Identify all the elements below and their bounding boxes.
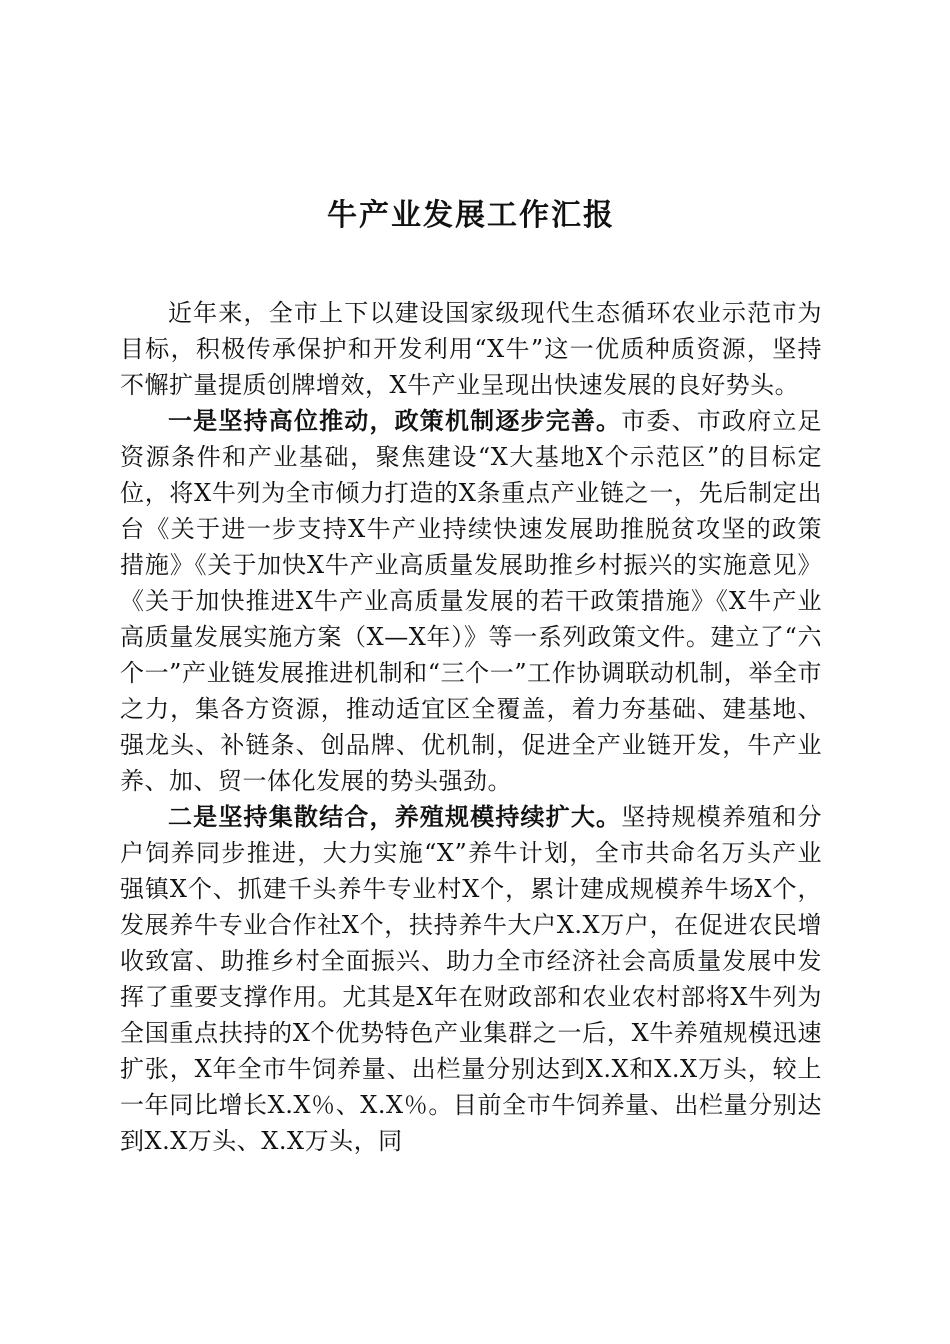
intro-paragraph: 近年来，全市上下以建设国家级现代生态循环农业示范市为目标，积极传承保护和开发利用“X牛”这一优质种质资源，坚持不懈扩量提质创牌增效，X牛产业呈现出快速发展的良好势头。 (120, 299, 822, 399)
section-2-body: 坚持规模养殖和分户饲养同步推进，大力实施“X”养牛计划，全市共命名万头产业强镇X个、抓建千头养牛专业村X个，累计建成规模养牛场X个，发展养牛专业合作社X个，扶持养牛大户X.X万户，在促进农民增收致富、助推乡村全面振兴、助力全市经济社会高质量发展中发挥了重要支撑作用。尤其是X年在财政部和农业农村部将X牛列为全国重点扶持的X个优势特色产业集群之一后，X牛养殖规模迅速扩张，X年全市牛饲养量、出栏量分别达到X.X和X.X万头，较上一年同比增长X.X％、X.X％。目前全市牛饲养量、出栏量分别达到X.X万头、X.X万头，同 (120, 803, 823, 1155)
section-2-lead: 二是坚持集散结合，养殖规模持续扩大。 (168, 802, 622, 831)
document-page (120, 195, 822, 1159)
section-1-body: 市委、市政府立足资源条件和产业基础，聚焦建设“X大基地X个示范区”的目标定位，将X牛列为全市倾力打造的X条重点产业链之一，先后制定出台《关于进一步支持X牛产业持续快速发展助推脱贫攻坚的政策措施》《关于加快X牛产业高质量发展助推乡村振兴的实施意见》《关于加快推进X牛产业高质量发展的若干政策措施》《X牛产业高质量发展实施方案（X—X年）》等一系列政策文件。建立了“六个一”产业链发展推进机制和“三个一”工作协调联动机制，举全市之力，集各方资源，推动适宜区全覆盖，着力夯基础、建基地、强龙头、补链条、创品牌、优机制，促进全产业链开发，牛产业养、加、贸一体化发展的势头强劲。 (120, 407, 823, 795)
section-1-lead: 一是坚持高位推动，政策机制逐步完善。 (168, 406, 622, 435)
section-1-paragraph (120, 403, 822, 799)
section-2-paragraph (120, 799, 822, 1159)
document-title: 牛产业发展工作汇报 (327, 198, 615, 233)
